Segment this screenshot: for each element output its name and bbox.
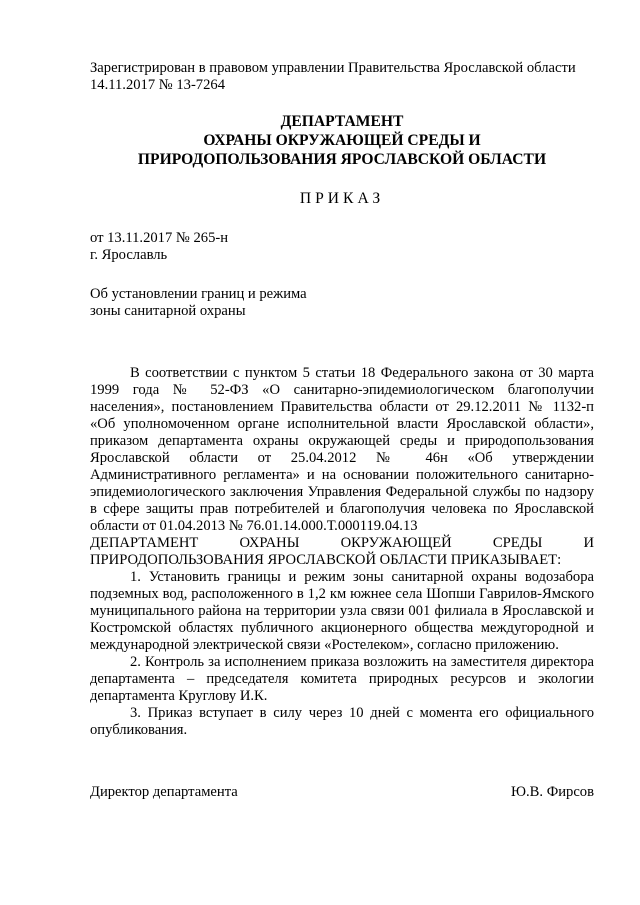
department-header — [90, 112, 594, 169]
document-page — [90, 60, 594, 801]
order-body — [90, 365, 594, 739]
order-number: от 13.11.2017 № 265-н — [90, 230, 229, 246]
document-title: ПРИКАЗ — [299, 190, 385, 207]
decree-paragraph: ДЕПАРТАМЕНТ ОХРАНЫ ОКРУЖАЮЩЕЙ СРЕДЫ И ПРИРОДОПОЛЬЗОВАНИЯ ЯРОСЛАВСКОЙ ОБЛАСТИ ПРИКАЗЫВАЕТ: — [90, 535, 594, 568]
order-item: 1. Установить границы и режим зоны санитарной охраны водозабора подземных вод, расположенного в 1,2 км южнее села Шопши Гаврилов-Ямского муниципального района на территории узла связи 001 филиала в Ярославской и Костромской областях публичного акционерного общества междугородной и международной электрической связи «Ростелеком», согласно приложению. — [90, 569, 594, 653]
order-item: 3. Приказ вступает в силу через 10 дней с момента его официального опубликования. — [90, 705, 594, 738]
subject-line: Об установлении границ и режима — [90, 286, 307, 302]
department-line: ПРИРОДОПОЛЬЗОВАНИЯ ЯРОСЛАВСКОЙ ОБЛАСТИ — [137, 151, 547, 168]
order-meta — [90, 230, 594, 264]
order-item: 2. Контроль за исполнением приказа возложить на заместителя директора департамента – председателя комитета природных ресурсов и экологии департамента Круглову И.К. — [90, 654, 594, 704]
order-subject — [90, 286, 594, 320]
signature-position: Директор департамента — [90, 784, 238, 800]
registration-line: Зарегистрирован в правовом управлении Правительства Ярославской области — [90, 60, 576, 76]
subject-line: зоны санитарной охраны — [90, 303, 246, 319]
department-line: ДЕПАРТАМЕНТ — [280, 113, 404, 130]
preamble-paragraph: В соответствии с пунктом 5 статьи 18 Федерального закона от 30 марта 1999 года № 52-ФЗ «О санитарно-эпидемиологическом благополучии населения», постановлением Правительства области от 29.12.2011 № 1132-п «Об уполномоченном органе исполнительной власти Ярославской области», приказом департамента охраны окружающей среды и природопользования Ярославской области от 25.04.2012 № 46н «Об утверждении Административного регламента» и на основании положительного санитарно-эпидемиологического заключения Управления Федеральной службы по надзору в сфере защиты прав потребителей и благополучия человека по Ярославской области от 01.04.2013 № 76.01.14.000.Т.000119.04.13 — [90, 365, 594, 534]
department-line: ОХРАНЫ ОКРУЖАЮЩЕЙ СРЕДЫ И — [203, 132, 481, 149]
order-city: г. Ярославль — [90, 247, 168, 263]
signature-block — [90, 784, 594, 801]
registration-note — [90, 60, 594, 94]
registration-number: 14.11.2017 № 13-7264 — [90, 77, 225, 93]
signature-name: Ю.В. Фирсов — [511, 784, 594, 800]
